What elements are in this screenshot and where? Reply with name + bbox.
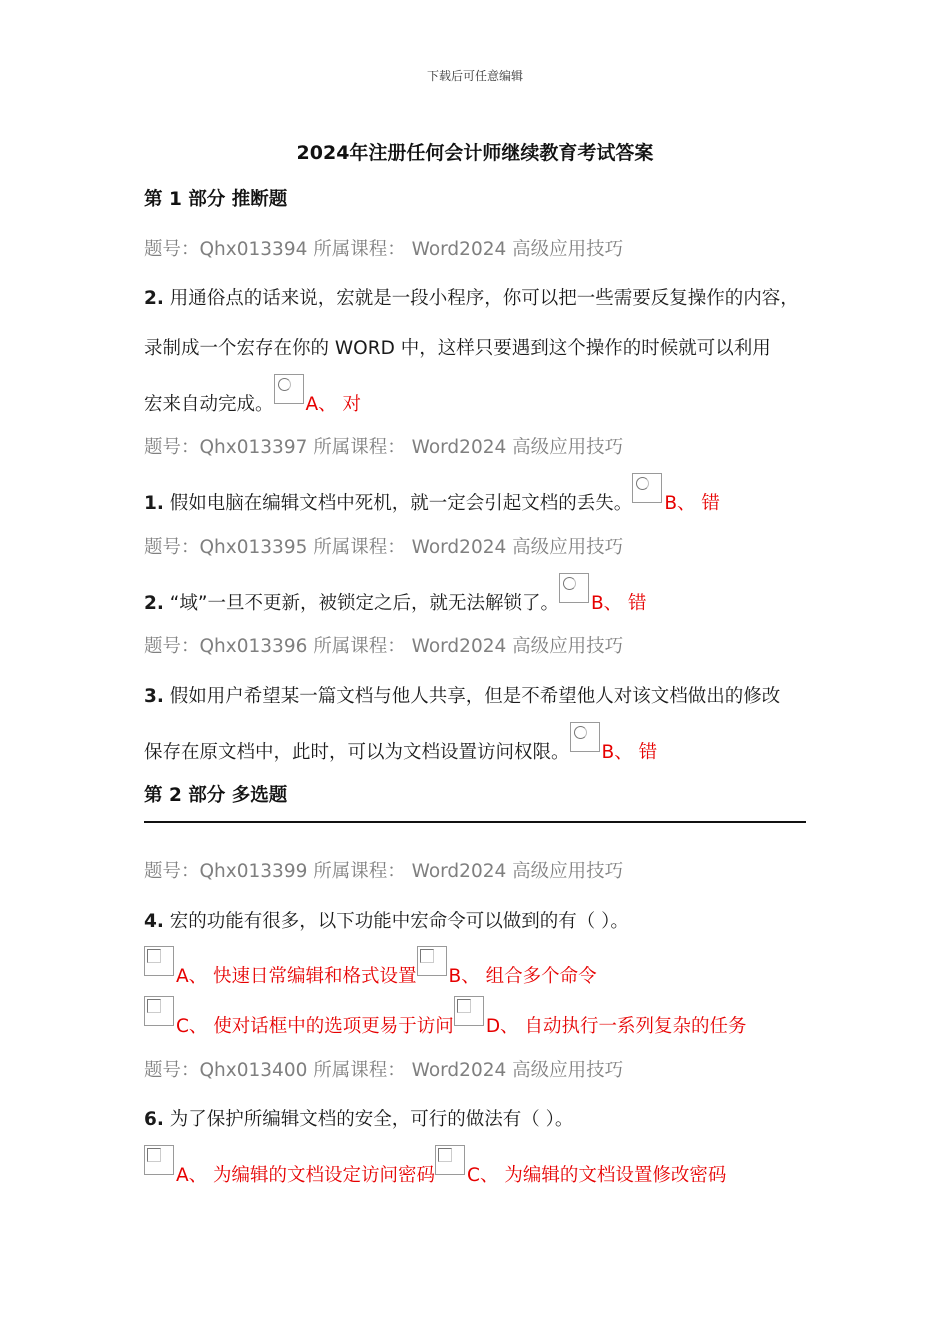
question-text (144, 274, 806, 324)
question-number: 2. (144, 592, 164, 614)
question-line: 假如用户希望某一篇文档与他人共享，但是不希望他人对该文档做出的修改 (169, 685, 781, 707)
header-note: 下载后可任意编辑 (426, 69, 523, 83)
option-text: A、 为编辑的文档设定访问密码 (176, 1165, 436, 1187)
question-line: 录制成一个宏存在你的 WORD 中，这样只要遇到这个操作的时候就可以利用 (144, 338, 771, 360)
answer-text: B、 错 (664, 493, 720, 515)
checkbox[interactable] (454, 996, 484, 1026)
question-number: 6. (144, 1109, 164, 1131)
question-meta: 题号：Qhx013396 所属课程： Word2024 高级应用技巧 (144, 636, 624, 658)
question-text (144, 1095, 806, 1145)
radio-button[interactable] (570, 722, 600, 752)
question-meta: 题号：Qhx013400 所属课程： Word2024 高级应用技巧 (144, 1059, 624, 1081)
radio-button[interactable] (274, 374, 304, 404)
option-text: C、 使对话框中的选项更易于访问 (176, 1016, 454, 1037)
question-meta: 题号：Qhx013397 所属课程： Word2024 高级应用技巧 (144, 437, 624, 459)
option-text: A、 快速日常编辑和格式设置 (176, 966, 417, 988)
checkbox[interactable] (144, 996, 174, 1026)
document-title: 2024年注册任何会计师继续教育考试答案 (296, 142, 654, 164)
option-row (144, 996, 806, 1046)
question-text (144, 573, 806, 623)
question-meta: 题号：Qhx013395 所属课程： Word2024 高级应用技巧 (144, 536, 624, 558)
question-text (144, 722, 806, 772)
question-number: 4. (144, 910, 164, 932)
question-line: 保存在原文档中，此时，可以为文档设置访问权限。 (144, 741, 570, 763)
question-number: 1. (144, 493, 164, 515)
option-row (144, 1145, 806, 1195)
answer-text: B、 错 (590, 592, 647, 614)
question-line: 用通俗点的话来说，宏就是一段小程序，你可以把一些需要反复操作的内容， (169, 288, 799, 310)
part1-heading: 第 1 部分 推断题 (144, 189, 288, 210)
question-text (144, 473, 806, 523)
option-text: D、 自动执行一系列复杂的任务 (485, 1016, 747, 1037)
question-number: 3. (144, 685, 164, 707)
question-text (144, 374, 806, 424)
option-text: B、 组合多个命令 (448, 966, 597, 988)
question-line: 为了保护所编辑文档的安全，可行的做法有（ ）。 (169, 1109, 574, 1131)
question-text (144, 324, 806, 374)
checkbox[interactable] (435, 1145, 465, 1175)
question-line: 宏来自动完成。 (144, 393, 274, 415)
checkbox[interactable] (144, 946, 174, 976)
radio-button[interactable] (559, 573, 589, 603)
question-line: 宏的功能有很多，以下功能中宏命令可以做到的有（ ）。 (169, 910, 629, 932)
checkbox[interactable] (417, 946, 447, 976)
question-number: 2. (144, 288, 164, 310)
answer-text: B、 错 (601, 741, 658, 763)
question-line: 假如电脑在编辑文档中死机，就一定会引起文档的丢失。 (169, 493, 633, 515)
question-meta: 题号：Qhx013399 所属课程： Word2024 高级应用技巧 (144, 860, 624, 882)
document-body (144, 175, 806, 1195)
checkbox[interactable] (144, 1145, 174, 1175)
question-meta: 题号：Qhx013394 所属课程： Word2024 高级应用技巧 (144, 238, 624, 260)
question-line: “域”一旦不更新，被锁定之后，就无法解锁了。 (169, 592, 559, 614)
radio-button[interactable] (632, 473, 662, 503)
option-row (144, 946, 806, 996)
question-text (144, 897, 806, 947)
answer-text: A、 对 (305, 393, 362, 415)
option-text: C、 为编辑的文档设置修改密码 (467, 1165, 727, 1187)
section-divider (144, 821, 806, 823)
part2-heading: 第 2 部分 多选题 (144, 785, 288, 807)
question-text (144, 672, 806, 722)
